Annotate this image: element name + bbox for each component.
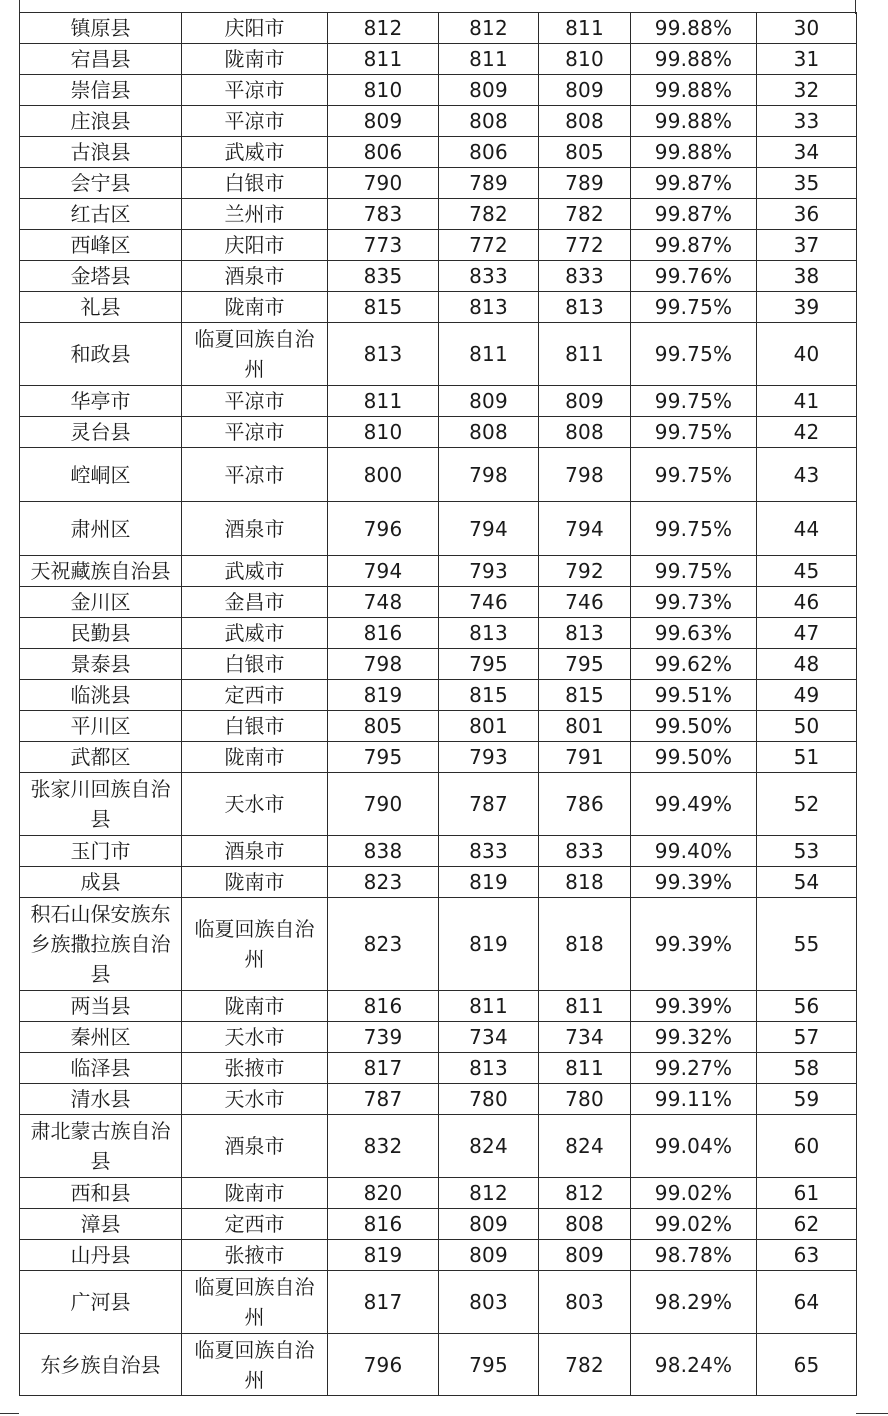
- table-row: [20, 1178, 857, 1209]
- value-1-cell: 796: [328, 1334, 439, 1396]
- county-cell: 成县: [20, 867, 182, 898]
- value-2-cell: 787: [439, 773, 539, 836]
- table-row: [20, 773, 857, 836]
- city-cell: 庆阳市: [182, 230, 328, 261]
- table-row: [20, 199, 857, 230]
- value-2-cell: 809: [439, 1240, 539, 1271]
- value-2-cell: 809: [439, 75, 539, 106]
- table-row: [20, 618, 857, 649]
- value-1-cell: 812: [328, 13, 439, 44]
- value-1-cell: 817: [328, 1053, 439, 1084]
- value-2-cell: 772: [439, 230, 539, 261]
- rank-cell: 51: [757, 742, 857, 773]
- rank-cell: 36: [757, 199, 857, 230]
- value-2-cell: 798: [439, 448, 539, 502]
- city-cell: 定西市: [182, 680, 328, 711]
- value-2-cell: 793: [439, 742, 539, 773]
- rate-cell: 99.75%: [631, 292, 757, 323]
- county-cell: 镇原县: [20, 13, 182, 44]
- rate-cell: 99.50%: [631, 742, 757, 773]
- city-cell: 平凉市: [182, 75, 328, 106]
- rank-cell: 53: [757, 836, 857, 867]
- value-2-cell: 813: [439, 292, 539, 323]
- table-row: [20, 417, 857, 448]
- city-cell: 白银市: [182, 711, 328, 742]
- value-2-cell: 811: [439, 44, 539, 75]
- value-2-cell: 808: [439, 417, 539, 448]
- city-cell: 陇南市: [182, 1178, 328, 1209]
- value-1-cell: 809: [328, 106, 439, 137]
- city-cell: 临夏回族自治州: [182, 1334, 328, 1396]
- table-row: [20, 649, 857, 680]
- value-1-cell: 816: [328, 618, 439, 649]
- value-1-cell: 794: [328, 556, 439, 587]
- table-row: [20, 711, 857, 742]
- table-row: [20, 898, 857, 991]
- table-row: [20, 680, 857, 711]
- value-2-cell: 833: [439, 836, 539, 867]
- value-3-cell: 786: [539, 773, 631, 836]
- value-3-cell: 809: [539, 1240, 631, 1271]
- value-2-cell: 793: [439, 556, 539, 587]
- value-1-cell: 823: [328, 898, 439, 991]
- value-2-cell: 813: [439, 1053, 539, 1084]
- value-2-cell: 794: [439, 502, 539, 556]
- value-1-cell: 838: [328, 836, 439, 867]
- value-3-cell: 734: [539, 1022, 631, 1053]
- rank-cell: 60: [757, 1115, 857, 1178]
- table-row: [20, 137, 857, 168]
- city-cell: 兰州市: [182, 199, 328, 230]
- rate-cell: 99.88%: [631, 44, 757, 75]
- county-cell: 崇信县: [20, 75, 182, 106]
- table-row: [20, 1271, 857, 1334]
- county-cell: 武都区: [20, 742, 182, 773]
- city-cell: 张掖市: [182, 1240, 328, 1271]
- value-3-cell: 824: [539, 1115, 631, 1178]
- value-3-cell: 810: [539, 44, 631, 75]
- value-2-cell: 833: [439, 261, 539, 292]
- rank-cell: 32: [757, 75, 857, 106]
- rank-cell: 39: [757, 292, 857, 323]
- value-3-cell: 808: [539, 1209, 631, 1240]
- county-cell: 清水县: [20, 1084, 182, 1115]
- value-1-cell: 795: [328, 742, 439, 773]
- value-3-cell: 782: [539, 199, 631, 230]
- value-3-cell: 815: [539, 680, 631, 711]
- value-1-cell: 783: [328, 199, 439, 230]
- rate-cell: 99.49%: [631, 773, 757, 836]
- value-1-cell: 816: [328, 1209, 439, 1240]
- value-3-cell: 803: [539, 1271, 631, 1334]
- value-3-cell: 811: [539, 991, 631, 1022]
- rank-cell: 40: [757, 323, 857, 386]
- value-2-cell: 789: [439, 168, 539, 199]
- value-2-cell: 746: [439, 587, 539, 618]
- value-1-cell: 811: [328, 44, 439, 75]
- rank-cell: 64: [757, 1271, 857, 1334]
- rank-cell: 38: [757, 261, 857, 292]
- rate-cell: 99.27%: [631, 1053, 757, 1084]
- rate-cell: 99.02%: [631, 1209, 757, 1240]
- county-cell: 景泰县: [20, 649, 182, 680]
- rate-cell: 98.78%: [631, 1240, 757, 1271]
- value-2-cell: 809: [439, 1209, 539, 1240]
- city-cell: 平凉市: [182, 417, 328, 448]
- value-3-cell: 818: [539, 898, 631, 991]
- rate-cell: 99.62%: [631, 649, 757, 680]
- rank-cell: 45: [757, 556, 857, 587]
- value-1-cell: 816: [328, 991, 439, 1022]
- table-row: [20, 1240, 857, 1271]
- ranking-table: [19, 12, 857, 1396]
- rank-cell: 41: [757, 386, 857, 417]
- city-cell: 白银市: [182, 649, 328, 680]
- county-cell: 宕昌县: [20, 44, 182, 75]
- value-1-cell: 813: [328, 323, 439, 386]
- rate-cell: 99.75%: [631, 386, 757, 417]
- value-2-cell: 813: [439, 618, 539, 649]
- value-3-cell: 808: [539, 106, 631, 137]
- rank-cell: 35: [757, 168, 857, 199]
- value-2-cell: 803: [439, 1271, 539, 1334]
- rate-cell: 99.51%: [631, 680, 757, 711]
- value-1-cell: 748: [328, 587, 439, 618]
- value-1-cell: 800: [328, 448, 439, 502]
- value-2-cell: 806: [439, 137, 539, 168]
- value-3-cell: 811: [539, 323, 631, 386]
- city-cell: 天水市: [182, 1084, 328, 1115]
- value-1-cell: 832: [328, 1115, 439, 1178]
- county-cell: 秦州区: [20, 1022, 182, 1053]
- value-3-cell: 818: [539, 867, 631, 898]
- county-cell: 东乡族自治县: [20, 1334, 182, 1396]
- value-2-cell: 795: [439, 649, 539, 680]
- rate-cell: 99.76%: [631, 261, 757, 292]
- county-cell: 临泽县: [20, 1053, 182, 1084]
- rank-cell: 47: [757, 618, 857, 649]
- rank-cell: 56: [757, 991, 857, 1022]
- city-cell: 陇南市: [182, 991, 328, 1022]
- value-1-cell: 811: [328, 386, 439, 417]
- value-3-cell: 772: [539, 230, 631, 261]
- value-3-cell: 813: [539, 618, 631, 649]
- value-2-cell: 819: [439, 867, 539, 898]
- value-1-cell: 819: [328, 680, 439, 711]
- value-1-cell: 810: [328, 75, 439, 106]
- value-2-cell: 812: [439, 1178, 539, 1209]
- city-cell: 酒泉市: [182, 261, 328, 292]
- rate-cell: 99.87%: [631, 230, 757, 261]
- county-cell: 漳县: [20, 1209, 182, 1240]
- value-3-cell: 789: [539, 168, 631, 199]
- table-row: [20, 106, 857, 137]
- city-cell: 陇南市: [182, 44, 328, 75]
- value-3-cell: 805: [539, 137, 631, 168]
- city-cell: 天水市: [182, 773, 328, 836]
- value-1-cell: 798: [328, 649, 439, 680]
- table-row: [20, 587, 857, 618]
- value-3-cell: 791: [539, 742, 631, 773]
- rank-cell: 62: [757, 1209, 857, 1240]
- rank-cell: 63: [757, 1240, 857, 1271]
- value-3-cell: 792: [539, 556, 631, 587]
- value-3-cell: 811: [539, 13, 631, 44]
- table-row: [20, 1084, 857, 1115]
- county-cell: 山丹县: [20, 1240, 182, 1271]
- value-1-cell: 820: [328, 1178, 439, 1209]
- rate-cell: 99.39%: [631, 867, 757, 898]
- value-1-cell: 805: [328, 711, 439, 742]
- county-cell: 红古区: [20, 199, 182, 230]
- rank-cell: 59: [757, 1084, 857, 1115]
- rate-cell: 99.88%: [631, 106, 757, 137]
- rate-cell: 99.75%: [631, 448, 757, 502]
- value-2-cell: 780: [439, 1084, 539, 1115]
- city-cell: 金昌市: [182, 587, 328, 618]
- value-2-cell: 812: [439, 13, 539, 44]
- city-cell: 临夏回族自治州: [182, 1271, 328, 1334]
- city-cell: 平凉市: [182, 106, 328, 137]
- rate-cell: 99.04%: [631, 1115, 757, 1178]
- table-row: [20, 44, 857, 75]
- value-2-cell: 809: [439, 386, 539, 417]
- value-1-cell: 819: [328, 1240, 439, 1271]
- table-row: [20, 836, 857, 867]
- value-3-cell: 780: [539, 1084, 631, 1115]
- city-cell: 庆阳市: [182, 13, 328, 44]
- rate-cell: 99.39%: [631, 991, 757, 1022]
- county-cell: 会宁县: [20, 168, 182, 199]
- city-cell: 陇南市: [182, 742, 328, 773]
- rate-cell: 99.75%: [631, 556, 757, 587]
- city-cell: 平凉市: [182, 386, 328, 417]
- county-cell: 张家川回族自治县: [20, 773, 182, 836]
- city-cell: 武威市: [182, 556, 328, 587]
- value-2-cell: 734: [439, 1022, 539, 1053]
- table-row: [20, 502, 857, 556]
- value-1-cell: 815: [328, 292, 439, 323]
- rate-cell: 99.11%: [631, 1084, 757, 1115]
- rate-cell: 99.40%: [631, 836, 757, 867]
- value-2-cell: 801: [439, 711, 539, 742]
- county-cell: 和政县: [20, 323, 182, 386]
- value-1-cell: 817: [328, 1271, 439, 1334]
- county-cell: 民勤县: [20, 618, 182, 649]
- city-cell: 酒泉市: [182, 502, 328, 556]
- value-3-cell: 809: [539, 386, 631, 417]
- county-cell: 玉门市: [20, 836, 182, 867]
- city-cell: 白银市: [182, 168, 328, 199]
- value-3-cell: 809: [539, 75, 631, 106]
- rank-cell: 44: [757, 502, 857, 556]
- value-3-cell: 808: [539, 417, 631, 448]
- table-row: [20, 75, 857, 106]
- table-row: [20, 448, 857, 502]
- county-cell: 积石山保安族东乡族撒拉族自治县: [20, 898, 182, 991]
- value-3-cell: 746: [539, 587, 631, 618]
- table-row: [20, 1115, 857, 1178]
- page-edge-mark: [856, 1413, 888, 1414]
- rank-cell: 49: [757, 680, 857, 711]
- rank-cell: 58: [757, 1053, 857, 1084]
- county-cell: 两当县: [20, 991, 182, 1022]
- table-row: [20, 742, 857, 773]
- county-cell: 灵台县: [20, 417, 182, 448]
- county-cell: 临洮县: [20, 680, 182, 711]
- table-row: [20, 1053, 857, 1084]
- value-3-cell: 812: [539, 1178, 631, 1209]
- page-edge-mark: [0, 1413, 19, 1414]
- value-2-cell: 824: [439, 1115, 539, 1178]
- value-2-cell: 815: [439, 680, 539, 711]
- rate-cell: 98.29%: [631, 1271, 757, 1334]
- table-row: [20, 230, 857, 261]
- value-3-cell: 833: [539, 836, 631, 867]
- county-cell: 崆峒区: [20, 448, 182, 502]
- value-1-cell: 806: [328, 137, 439, 168]
- value-3-cell: 794: [539, 502, 631, 556]
- table-row: [20, 168, 857, 199]
- value-2-cell: 782: [439, 199, 539, 230]
- county-cell: 肃北蒙古族自治县: [20, 1115, 182, 1178]
- rate-cell: 99.02%: [631, 1178, 757, 1209]
- city-cell: 临夏回族自治州: [182, 323, 328, 386]
- table-row: [20, 386, 857, 417]
- county-cell: 西和县: [20, 1178, 182, 1209]
- value-1-cell: 773: [328, 230, 439, 261]
- table-row: [20, 867, 857, 898]
- value-2-cell: 819: [439, 898, 539, 991]
- rate-cell: 98.24%: [631, 1334, 757, 1396]
- county-cell: 古浪县: [20, 137, 182, 168]
- value-1-cell: 823: [328, 867, 439, 898]
- rate-cell: 99.88%: [631, 75, 757, 106]
- city-cell: 平凉市: [182, 448, 328, 502]
- rank-cell: 30: [757, 13, 857, 44]
- county-cell: 肃州区: [20, 502, 182, 556]
- county-cell: 华亭市: [20, 386, 182, 417]
- rank-cell: 50: [757, 711, 857, 742]
- rank-cell: 57: [757, 1022, 857, 1053]
- table-row: [20, 556, 857, 587]
- value-3-cell: 801: [539, 711, 631, 742]
- rank-cell: 42: [757, 417, 857, 448]
- value-1-cell: 796: [328, 502, 439, 556]
- city-cell: 临夏回族自治州: [182, 898, 328, 991]
- county-cell: 庄浪县: [20, 106, 182, 137]
- rate-cell: 99.75%: [631, 417, 757, 448]
- value-3-cell: 833: [539, 261, 631, 292]
- value-2-cell: 795: [439, 1334, 539, 1396]
- rank-cell: 55: [757, 898, 857, 991]
- county-cell: 平川区: [20, 711, 182, 742]
- city-cell: 天水市: [182, 1022, 328, 1053]
- table-row: [20, 1022, 857, 1053]
- table-row: [20, 323, 857, 386]
- city-cell: 张掖市: [182, 1053, 328, 1084]
- value-2-cell: 811: [439, 991, 539, 1022]
- rate-cell: 99.87%: [631, 199, 757, 230]
- county-cell: 广河县: [20, 1271, 182, 1334]
- rank-cell: 48: [757, 649, 857, 680]
- value-3-cell: 811: [539, 1053, 631, 1084]
- city-cell: 酒泉市: [182, 836, 328, 867]
- rank-cell: 46: [757, 587, 857, 618]
- rate-cell: 99.63%: [631, 618, 757, 649]
- county-cell: 金川区: [20, 587, 182, 618]
- rank-cell: 37: [757, 230, 857, 261]
- rank-cell: 54: [757, 867, 857, 898]
- city-cell: 武威市: [182, 618, 328, 649]
- value-2-cell: 808: [439, 106, 539, 137]
- value-1-cell: 790: [328, 168, 439, 199]
- table-row: [20, 261, 857, 292]
- value-1-cell: 739: [328, 1022, 439, 1053]
- value-1-cell: 835: [328, 261, 439, 292]
- value-2-cell: 811: [439, 323, 539, 386]
- city-cell: 武威市: [182, 137, 328, 168]
- value-1-cell: 787: [328, 1084, 439, 1115]
- rate-cell: 99.39%: [631, 898, 757, 991]
- rate-cell: 99.88%: [631, 13, 757, 44]
- rate-cell: 99.73%: [631, 587, 757, 618]
- city-cell: 酒泉市: [182, 1115, 328, 1178]
- value-3-cell: 813: [539, 292, 631, 323]
- rank-cell: 65: [757, 1334, 857, 1396]
- table-row: [20, 13, 857, 44]
- rate-cell: 99.87%: [631, 168, 757, 199]
- table-row: [20, 292, 857, 323]
- rate-cell: 99.32%: [631, 1022, 757, 1053]
- rank-cell: 31: [757, 44, 857, 75]
- rate-cell: 99.88%: [631, 137, 757, 168]
- rate-cell: 99.75%: [631, 323, 757, 386]
- table-row: [20, 991, 857, 1022]
- county-cell: 天祝藏族自治县: [20, 556, 182, 587]
- value-1-cell: 790: [328, 773, 439, 836]
- rank-cell: 52: [757, 773, 857, 836]
- county-cell: 西峰区: [20, 230, 182, 261]
- county-cell: 金塔县: [20, 261, 182, 292]
- rate-cell: 99.75%: [631, 502, 757, 556]
- rank-cell: 61: [757, 1178, 857, 1209]
- rank-cell: 33: [757, 106, 857, 137]
- value-3-cell: 798: [539, 448, 631, 502]
- value-3-cell: 782: [539, 1334, 631, 1396]
- city-cell: 定西市: [182, 1209, 328, 1240]
- table-body: [20, 13, 857, 1396]
- city-cell: 陇南市: [182, 867, 328, 898]
- value-3-cell: 795: [539, 649, 631, 680]
- city-cell: 陇南市: [182, 292, 328, 323]
- table-row: [20, 1334, 857, 1396]
- rank-cell: 43: [757, 448, 857, 502]
- value-1-cell: 810: [328, 417, 439, 448]
- county-cell: 礼县: [20, 292, 182, 323]
- rate-cell: 99.50%: [631, 711, 757, 742]
- table-row: [20, 1209, 857, 1240]
- rank-cell: 34: [757, 137, 857, 168]
